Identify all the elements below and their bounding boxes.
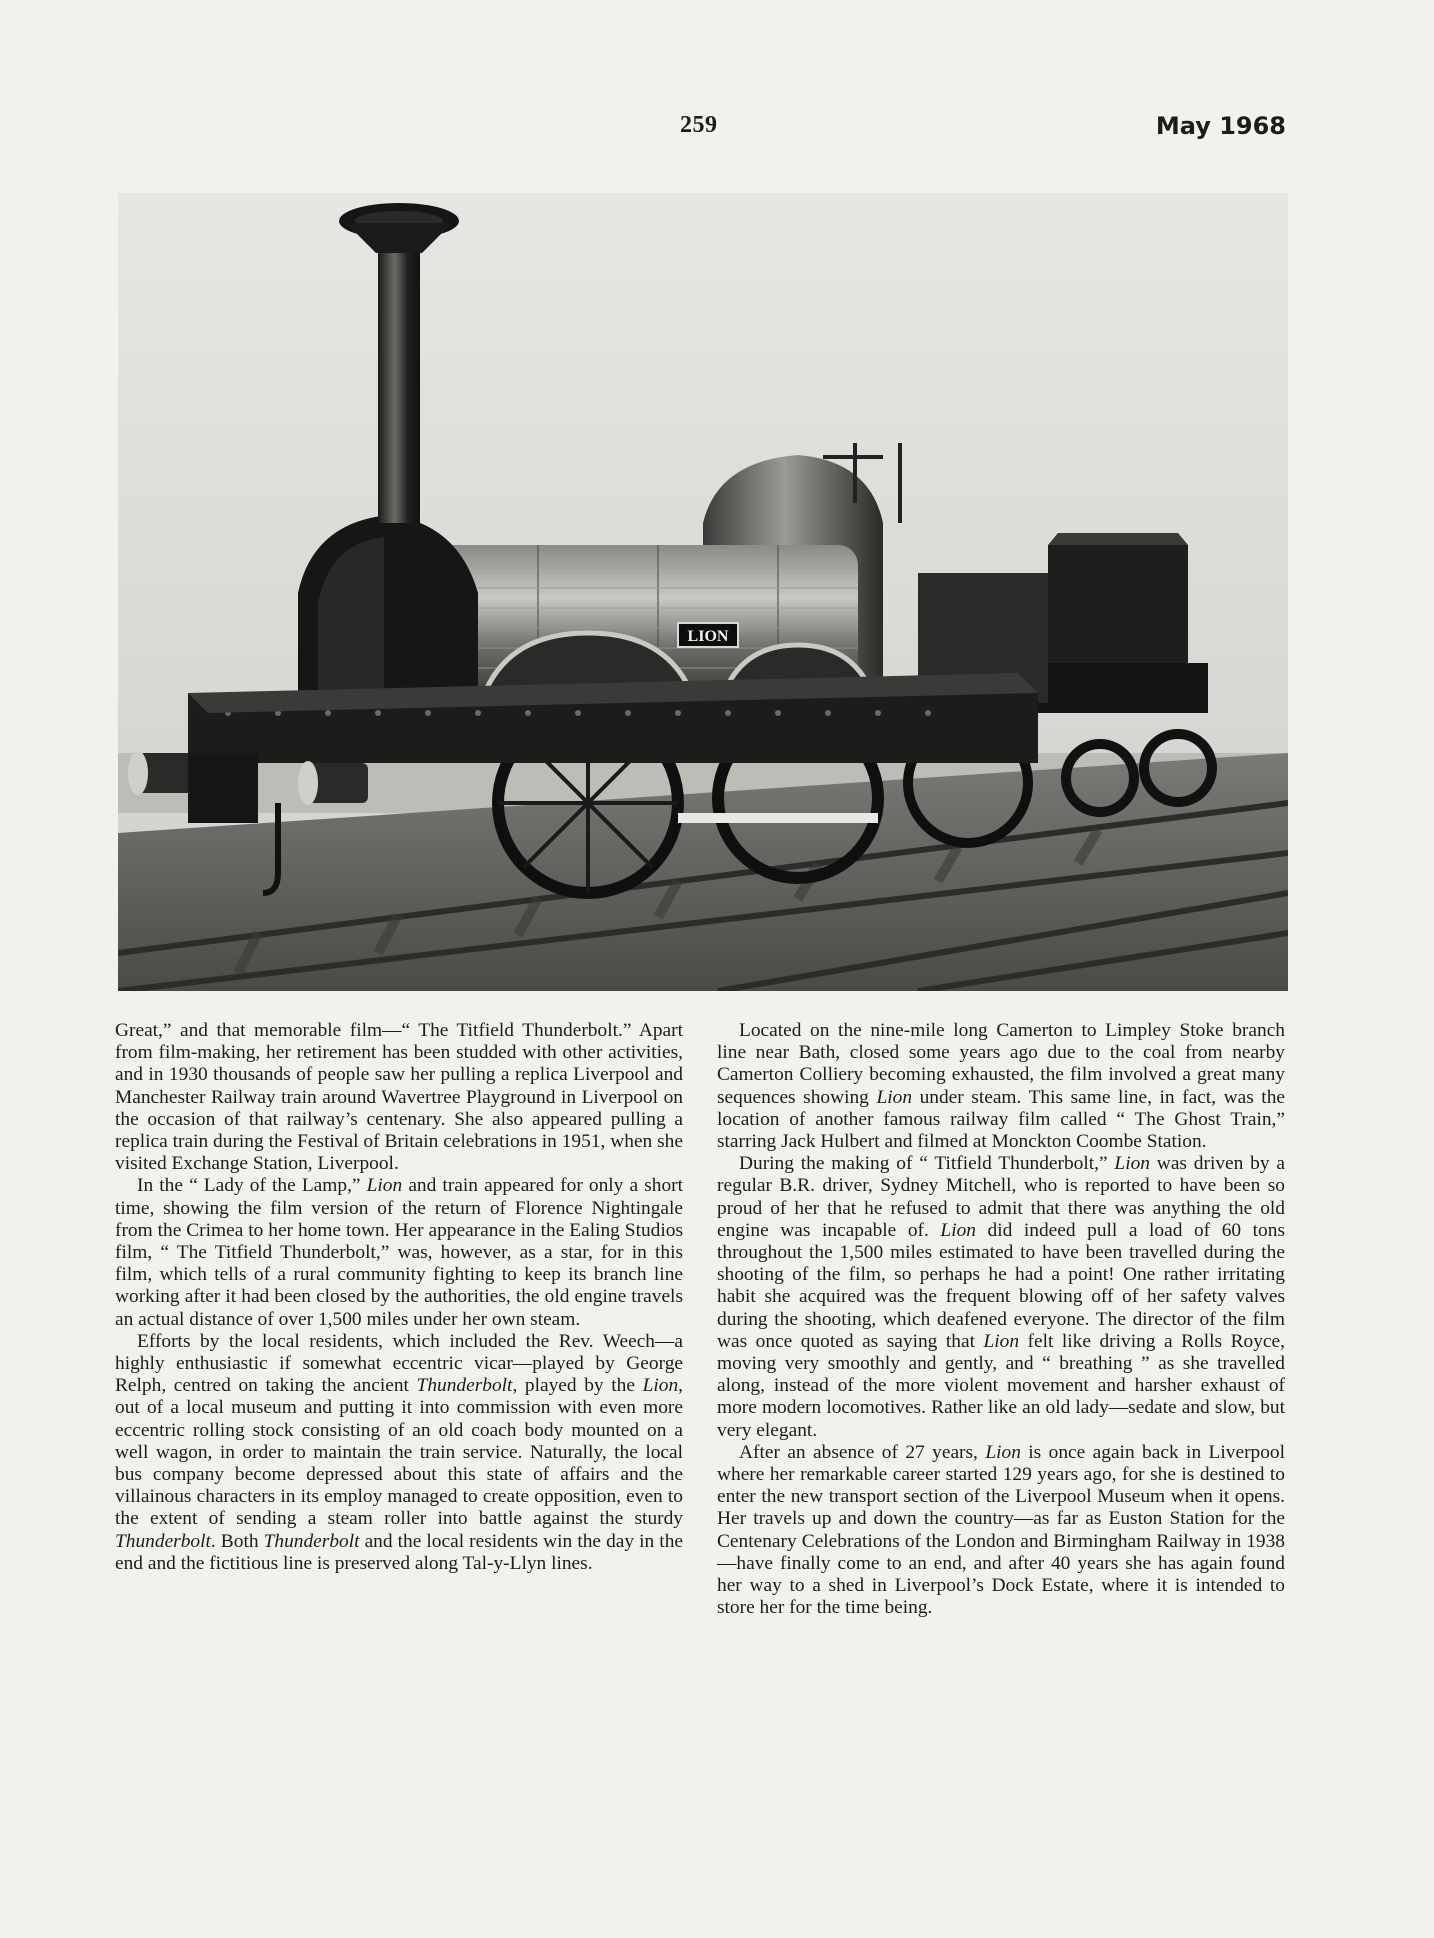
article-paragraph — [717, 1442, 1285, 1620]
article-column-left — [115, 1020, 683, 1575]
text-run: and train appeared for only a short time, showing the film version of the return of Florence Nightingale from the Crimea to her home town. Her appearance in the Ealing Studios film, “ The Titfield Thunderbolt,” was, however, as a star, for in this film, which tells of a rural community fighting to keep its branch line working after it had been closed by the authorities, the old engine travels an actual distance of over 1,500 miles under her own steam. — [115, 1175, 683, 1330]
italic-text: Lion — [366, 1175, 403, 1197]
article-paragraph — [115, 1020, 683, 1175]
italic-text: Thunderbolt — [115, 1530, 211, 1552]
italic-text: Lion — [642, 1375, 679, 1397]
text-run: In the “ Lady of the Lamp,” — [137, 1175, 367, 1197]
text-run: Located on the nine-mile long Camerton to Limpley Stoke branch line near Bath, closed some years ago due to the coal from nearby Camerton Colliery becoming exhausted, the film involved a great many sequences showing — [717, 1020, 1285, 1108]
italic-text: Lion — [940, 1219, 976, 1241]
italic-text: Lion — [876, 1086, 913, 1108]
text-run: felt like driving a Rolls Royce, moving very smoothly and gently, and “ breathing ” as she travelled along, instead of the more violent movement and harsher exhaust of more modern locomotives. Rather like an old lady—sedate and slow, but very elegant. — [717, 1330, 1285, 1441]
text-run: did indeed pull a load of 60 tons throughout the 1,500 miles estimated to have been travelled during the shooting of the film, so perhaps he had a point! One rather irritating habit she acquired was the frequent blowing off of her safety valves during the shooting, which deafened everyone. The director of the film was once quoted as saying that — [717, 1219, 1285, 1352]
text-run: was driven by a regular B.R. driver, Sydney Mitchell, who is reported to have been so proud of her that he refused to admit that there was anything the old engine was incapable of. — [717, 1153, 1285, 1241]
text-run: is once again back in Liverpool where her remarkable career started 129 years ago, for she is destined to enter the new transport section of the Liverpool Museum when it opens. Her travels up and down the country—as far as Euston Station for the Centenary Celebrations of the London and Birmingham Railway in 1938—have finally come to an end, and after 40 years she has again found her way to a shed in Liverpool’s Dock Estate, where it is intended to store her for the time being. — [717, 1441, 1286, 1619]
article-column-right — [717, 1020, 1285, 1619]
italic-text: Thunderbolt — [263, 1530, 360, 1552]
article-paragraph — [717, 1153, 1285, 1442]
page-number: 259 — [680, 112, 718, 138]
text-run: After an absence of 27 years, — [739, 1441, 986, 1463]
article-paragraph — [115, 1175, 683, 1330]
italic-text: Lion — [1114, 1153, 1150, 1175]
text-run: Efforts by the local residents, which included the Rev. Weech—a highly enthusiastic if somewhat eccentric vicar—played by George Relph, centred on taking the ancient — [115, 1330, 683, 1397]
locomotive-photo — [118, 193, 1288, 991]
text-run: , played by the — [512, 1375, 643, 1397]
lion-locomotive-illustration — [118, 193, 1288, 991]
article-paragraph — [717, 1020, 1285, 1153]
nameplate-text: LION — [687, 628, 729, 645]
text-run: During the making of “ Titfield Thunderbolt,” — [739, 1153, 1115, 1175]
text-run: . Both — [210, 1530, 264, 1552]
italic-text: Thunderbolt — [416, 1375, 513, 1397]
italic-text: Lion — [983, 1330, 1020, 1352]
italic-text: Lion — [985, 1441, 1021, 1463]
article-paragraph — [115, 1331, 683, 1575]
text-run: and the local residents win the day in the end and the fictitious line is preserved along Tal-y-Llyn lines. — [115, 1530, 683, 1574]
text-run: under steam. This same line, in fact, was the location of another famous railway film called “ The Ghost Train,” starring Jack Hulbert and filmed at Monckton Coombe Station. — [717, 1086, 1285, 1153]
text-run: , out of a local museum and putting it into commission with even more eccentric rolling stock consisting of an old coach body mounted on a well wagon, in order to maintain the train service. Naturally, the local bus company become depressed about this state of affairs and the villainous characters in its employ managed to create opposition, even to the extent of sending a steam roller into battle against the sturdy — [115, 1375, 683, 1530]
running-head-date: May 1968 — [1155, 112, 1286, 140]
text-run: Great,” and that memorable film—“ The Titfield Thunderbolt.” Apart from film-making, her retirement has been studded with other activities, and in 1930 thousands of people saw her pulling a replica Liverpool and Manchester Railway train around Wavertree Playground in Liverpool on the occasion of that railway’s centenary. She also appeared pulling a replica train during the Festival of Britain celebrations in 1951, when she visited Exchange Station, Liverpool. — [115, 1020, 683, 1175]
nameplate — [678, 623, 738, 647]
